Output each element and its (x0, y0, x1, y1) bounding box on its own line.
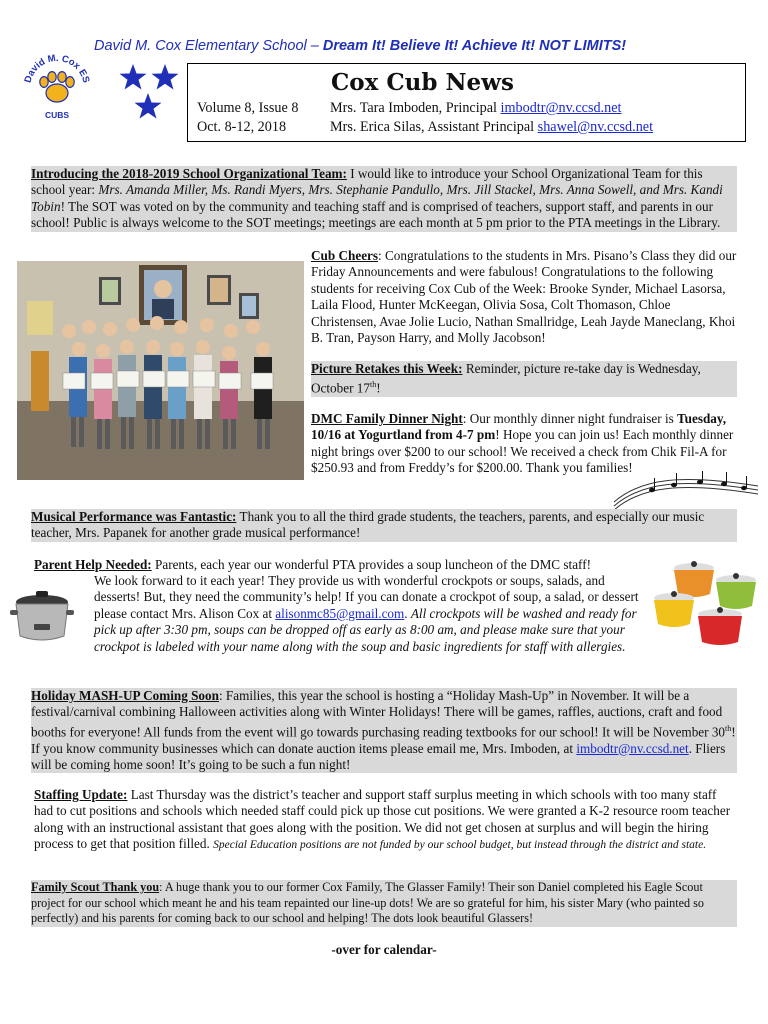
volume-issue: Volume 8, Issue 8 (197, 100, 299, 116)
dinner-heading: DMC Family Dinner Night (311, 411, 463, 426)
principal-email-link[interactable]: imbodtr@nv.ccsd.net (500, 100, 622, 116)
sot-heading: Introducing the 2018-2019 School Organizational Team: (31, 166, 347, 181)
sot-members: Mrs. Amanda Miller, Ms. Randi Myers, Mrs. Stephanie Pandullo, Mrs. Jill Stackel, Mrs. Anna Sowell, and Mrs. Kandi Tobin (31, 182, 723, 214)
parent-help-heading-line (34, 557, 639, 573)
parent-help-body-text: We look forward to it each year! They provide us with wonderful crockpots or soups, salads, and desserts! But, they need the community’s help! If you can donate a crockpot of soup, a salad, or dessert please contact Mrs. Alison Cox at (94, 573, 639, 621)
dinner-text: : Our monthly dinner night fundraiser is (462, 411, 678, 426)
assistant-line (330, 119, 653, 136)
holiday-mashup-section (31, 688, 737, 773)
parent-help-instructions: All crockpots will be washed and ready for pick up after 3:30 pm, soups can be dropped off as early as 8:00 am, and please make sure that your crockpot is labeled with your name along with the soup and basic ingredients for staff with allergies. (94, 605, 637, 654)
assistant-name: Mrs. Erica Silas, Assistant Principal (330, 119, 538, 135)
tagline-motto: Dream It! Believe It! Achieve It! NOT LIMITS! (322, 38, 627, 54)
class-photo-image (17, 261, 304, 480)
parent-help-body (94, 573, 639, 655)
holiday-ordinal: th (725, 723, 732, 733)
holiday-text-3: . Fliers will be coming home soon! It’s going to be such a fun night! (31, 740, 726, 773)
principal-line (330, 100, 621, 117)
staffing-heading: Staffing Update: (34, 787, 128, 802)
music-notes-image (612, 468, 760, 512)
svg-text:David M. Cox ES (23, 53, 92, 84)
cub-cheers-heading: Cub Cheers (311, 248, 379, 263)
sot-section (31, 166, 737, 232)
scout-heading: Family Scout Thank you (31, 880, 160, 894)
stars-icon (118, 62, 182, 126)
logo-cubs-text: CUBS (44, 110, 70, 120)
musical-heading: Musical Performance was Fantastic: (31, 509, 237, 524)
cub-cheers-section (311, 248, 739, 346)
picture-retakes-section (311, 361, 737, 397)
retakes-ordinal: th (369, 380, 377, 390)
school-tagline (94, 38, 694, 54)
newsletter-header (187, 63, 746, 142)
staffing-update-section (34, 787, 738, 854)
musical-section (31, 509, 737, 542)
newsletter-title: Cox Cub News (331, 69, 514, 96)
parent-help-separator: . (404, 605, 411, 621)
retakes-heading: Picture Retakes this Week: (311, 361, 463, 376)
principal-name: Mrs. Tara Imboden, Principal (330, 100, 501, 116)
holiday-text: : Families, this year the school is hosting a “Holiday Mash-Up” in November. It will be a festival/carnival combining Halloween activities along with Winter Holidays! There will be games, raffles, auctions, craft and food booths for everyone! All funds from the event will go towards purchasing reading textbooks for our school! It will be November 30 (31, 688, 726, 740)
staffing-text: Last Thursday was the district’s teacher and support staff surplus meeting in which schools with too many staff had to cut positions and schools which needed staff could pick up those cut positions. We were granted a K-2 resource room teacher along with an instructional assistant that goes along with the position. We did not get chosen at surplus and will begin the hiring process to get that position filled. (34, 787, 731, 852)
logo-arc-text: David M. Cox ES (22, 52, 92, 85)
parent-help-heading: Parent Help Needed: (34, 557, 152, 572)
issue-date: Oct. 8-12, 2018 (197, 119, 287, 135)
scout-text: : A huge thank you to our former Cox Family, The Glasser Family! Their son Daniel completed his Eagle Scout project for our school which meant he and his team repainted our line-up dots! We are so grateful for him, his sister Mary (who painted so perfectly) and his parents for coming back to our school and helping! The dots look beautiful Glassers! (31, 880, 704, 926)
colorful-crockpots-image (650, 554, 762, 654)
holiday-heading: Holiday MASH-UP Coming Soon (31, 688, 219, 703)
tagline-school-name: David M. Cox Elementary School – (94, 38, 323, 54)
sot-text-2: ! The SOT was voted on by the community and teaching staff and is comprised of teachers, support staff, and parents in our school! Public is always welcome to the SOT meetings; meetings are each month at 5 pm prior to the PTA meetings in the Library. (31, 198, 721, 231)
assistant-email-link[interactable]: shawel@nv.ccsd.net (537, 119, 654, 135)
crockpot-image (8, 586, 76, 648)
cox-cubs-logo (22, 48, 92, 124)
family-scout-section (31, 880, 737, 927)
retakes-text: Reminder, picture re-take day is Wednesday, October 17 (311, 361, 701, 396)
musical-text: Thank you to all the third grade students, the teachers, parents, and especially our music teacher, Mrs. Papanek for another grade musical performance! (31, 509, 705, 541)
alison-email-link[interactable]: alisonmc85@gmail.com (275, 605, 405, 621)
holiday-text-2: ! If you know community businesses which can donate auction items please email me, Mrs. Imboden, at (31, 724, 736, 756)
cub-cheers-text: : Congratulations to the students in Mrs. Pisano’s Class they did our Friday Announcements and were fabulous! Congratulations to the following students for receiving Cox Cub of the Week: Brooke Synder, Michael Lasorsa, Laila Flood, Hunter McKeegan, Olivia Sosa, Colt Thomason, Chloe Christensen, Avae Jolie Lucio, Nathan Smallridge, Leah Jayde Maneclang, Khoi B. Tran, Payson Harry, and Molly Jacobson! (311, 248, 737, 346)
dinner-text-2: ! Hope you can join us! Each monthly dinner night brings over $200 to our school! We received a check from Chik Fil-A for $250.93 and from Freddy’s for $200.00. Thank you families! (311, 427, 734, 476)
imboden-email-link[interactable]: imbodtr@nv.ccsd.net (576, 740, 689, 756)
parent-help-text: Parents, each year our wonderful PTA provides a soup luncheon of the DMC staff! (151, 557, 591, 572)
staffing-note: Special Education positions are not funded by our school budget, but instead through the district and state. (213, 839, 707, 852)
sot-text: I would like to introduce your School Organizational Team for this school year: (31, 166, 703, 198)
paw-print-icon (40, 72, 74, 102)
retakes-end: ! (376, 380, 381, 396)
dinner-date: Tuesday, 10/16 at Yogurtland from 4-7 pm (311, 411, 727, 443)
over-for-calendar: -over for calendar- (331, 942, 437, 957)
dinner-night-section (311, 411, 739, 477)
